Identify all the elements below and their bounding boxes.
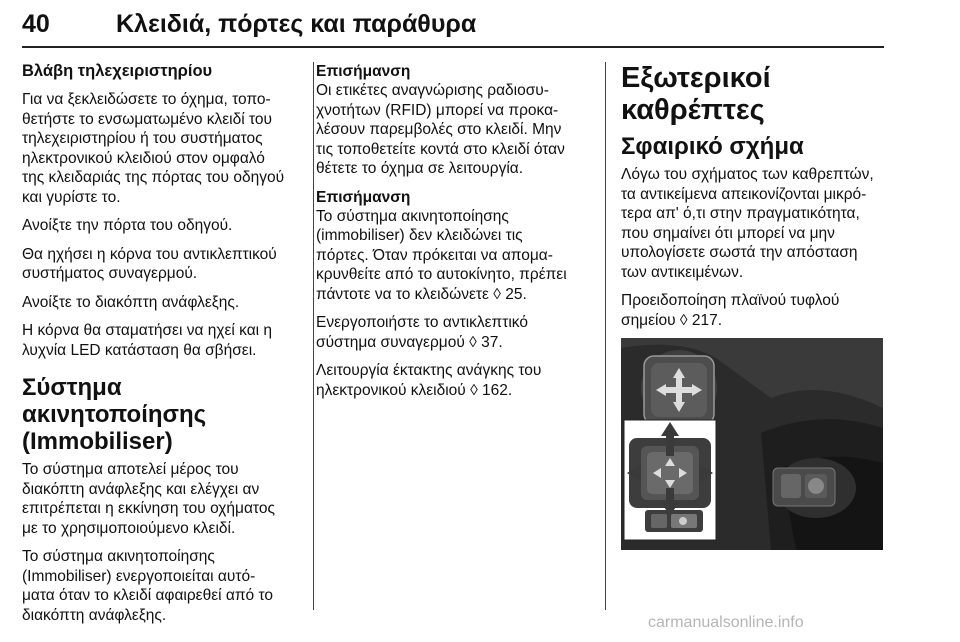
paragraph: Το σύστημα ακινητοποίησης (Immobiliser) ενεργοποιείται αυτό‐ ματα όταν το κλειδί αφαιρεθεί από το διακόπτη ανάφλεξης. xyxy=(22,548,273,624)
column-divider-1 xyxy=(313,62,314,610)
page-number: 40 xyxy=(22,10,50,38)
column-divider-2 xyxy=(605,62,606,610)
section-heading: Εξωτερικοί καθρέπτες xyxy=(621,62,771,126)
watermark: carmanualsonline.info xyxy=(648,614,804,631)
paragraph: Προειδοποίηση πλαϊνού τυφλού σημείου ◊ 217. xyxy=(621,292,840,329)
paragraph: Λόγω του σχήματος των καθρεπτών, τα αντικείμενα απεικονίζονται μικρό‐ τερα απ' ό,τι στην πραγματικότητα, που σημαίνει ότι μπορεί να μην υπολογίσετε σωστά την απόσταση των αντικειμένων. xyxy=(621,166,874,281)
section-heading: Σύστημα ακινητοποίησης (Immobiliser) xyxy=(22,374,207,455)
column-right xyxy=(621,62,887,375)
note-text: Οι ετικέτες αναγνώρισης ραδιοσυ‐ χνοτήτων (RFID) μπορεί να προκα‐ λέσουν παρεμβολές στο κλειδί. Μην τις τοποθετείτε κοντά στο κλειδί όταν θέτετε το όχημα σε λειτουργία. xyxy=(316,82,565,177)
paragraph: Λειτουργία έκτακτης ανάγκης του ηλεκτρονικού κλειδιού ◊ 162. xyxy=(316,362,542,399)
paragraph: Ανοίξτε την πόρτα του οδηγού. xyxy=(22,217,233,234)
note-label: Επισήμανση xyxy=(316,188,411,206)
column-middle xyxy=(316,62,601,409)
section-subheading: Σφαιρικό σχήμα xyxy=(621,133,804,160)
chapter-title: Κλειδιά, πόρτες και παράθυρα xyxy=(116,10,477,38)
section-subheading: Βλάβη τηλεχειριστηρίου xyxy=(22,62,213,80)
note-label: Επισήμανση xyxy=(316,63,411,80)
note-text: Το σύστημα ακινητοποίησης (immobiliser) δεν κλειδώνει τις πόρτες. Όταν πρόκειται να απομα‐ κρυνθείτε από το αυτοκίνητο, πρέπει πάντοτε να το κλειδώνετε ◊ 25. xyxy=(316,207,567,303)
column-left xyxy=(22,62,304,634)
paragraph: Θα ηχήσει η κόρνα του αντικλεπτικού συστήματος συναγερμού. xyxy=(22,245,277,282)
paragraph: Η κόρνα θα σταματήσει να ηχεί και η λυχνία LED κατάσταση θα σβήσει. xyxy=(22,322,273,359)
paragraph: Ανοίξτε το διακόπτη ανάφλεξης. xyxy=(22,293,240,311)
page-header xyxy=(22,6,884,48)
mirror-adjustment-figure xyxy=(621,338,883,550)
paragraph: Ενεργοποιήστε το αντικλεπτικό σύστημα συναγερμού ◊ 37. xyxy=(316,314,528,351)
paragraph: Το σύστημα αποτελεί μέρος του διακόπτη ανάφλεξης και ελέγχει αν επιτρέπεται η εκκίνηση του οχήματος με το χρησιμοποιούμενο κλειδί. xyxy=(22,461,275,537)
paragraph: Για να ξεκλειδώσετε το όχημα, τοπο‐ θετήστε το ενσωματωμένο κλειδί του τηλεχειριστηρίου ή του συστήματος ηλεκτρονικού κλειδιού στον ομφαλό της κλειδαριάς της πόρτας του οδηγού και γυρίστε το. xyxy=(22,91,285,206)
